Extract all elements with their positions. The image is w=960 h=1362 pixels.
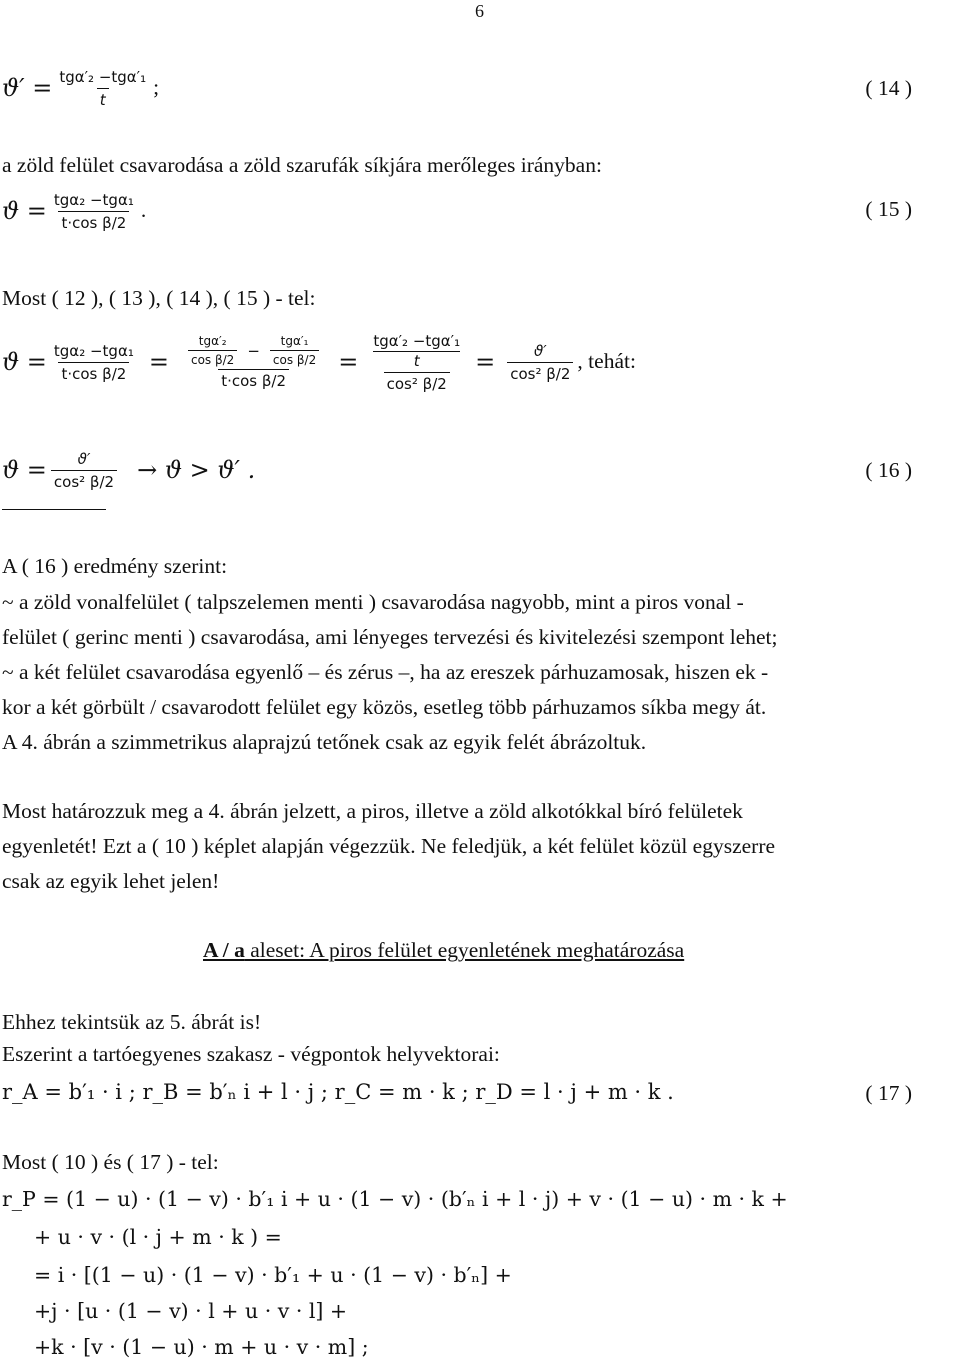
equation-16-label: ( 16 )	[865, 458, 912, 482]
eq16-denominator: cos² β/2	[51, 470, 117, 491]
chain-f2-inner-b	[270, 334, 319, 367]
paragraph-line: ~ a két felület csavarodása egyenlő – és zérus –, ha az ereszek párhuzamosak, hiszen ek -	[2, 660, 769, 684]
rp-line: r_P = (1 − u) · (1 − v) · b′₁ i + u · (1 − v) · (b′ₙ i + l · j) + v · (1 − u) · m · k +	[2, 1187, 788, 1211]
chain-fraction-4	[507, 342, 573, 383]
chain-f3-num	[370, 332, 463, 372]
chain-f1-den: t·cos β/2	[58, 362, 129, 383]
chain-f2-num	[181, 334, 326, 369]
paragraph-line: felület ( gerinc menti ) csavarodása, ami lényeges tervezési és kivitelezési szempont lehet;	[2, 625, 778, 649]
chain-f3-den: cos² β/2	[384, 372, 450, 393]
chain-f1-num: tgα₂ −tgα₁	[53, 341, 134, 360]
eq15-denominator: t·cos β/2	[58, 211, 129, 232]
equals-sign: =	[475, 348, 496, 376]
green-surface-sentence: a zöld felület csavarodása a zöld szarufák síkjára merőleges irányban:	[2, 153, 602, 177]
equation-16	[2, 440, 255, 500]
chain-f2-b: tgα′₁	[280, 334, 309, 348]
paragraph-line: egyenletét! Ezt a ( 10 ) képlet alapján végezzük. Ne feledjük, a két felület közül egyszerre	[2, 834, 776, 858]
equation-15	[2, 184, 146, 238]
rp-line: +j · [u · (1 − v) · l + u · v · l] +	[34, 1299, 348, 1323]
chain-f3-num-bottom: t	[413, 351, 420, 370]
eq14-denominator: t	[97, 88, 109, 109]
eq16-numerator: ϑ′	[77, 449, 91, 468]
eq16-lhs: ϑ =	[2, 456, 47, 484]
chain-lhs: ϑ =	[2, 348, 47, 376]
eq15-fraction	[51, 191, 137, 232]
chain-f2-a-den: cos β/2	[188, 350, 237, 367]
most-sentence: Most ( 12 ), ( 13 ), ( 14 ), ( 15 ) - tel:	[2, 286, 316, 310]
eq14-tail: ;	[153, 75, 160, 100]
chain-f2-b-den: cos β/2	[270, 350, 319, 367]
equation-chain	[2, 318, 636, 406]
ehhez-sentence: Ehhez tekintsük az 5. ábrát is!	[2, 1010, 262, 1034]
paragraph-line: A 4. ábrán a szimmetrikus alaprajzú tetőnek csak az egyik felét ábrázoltuk.	[2, 730, 647, 754]
rp-line: + u · v · (l · j + m · k ) =	[34, 1225, 282, 1249]
chain-f2-den: t·cos β/2	[218, 369, 289, 390]
chain-f4-den: cos² β/2	[507, 362, 573, 383]
eq14-lhs: ϑ′ =	[2, 74, 53, 102]
minus-sign: −	[247, 341, 260, 360]
equation-14-label: ( 14 )	[865, 76, 912, 100]
paragraph-line: Most határozzuk meg a 4. ábrán jelzett, a piros, illetve a zöld alkotókkal bíró felületek	[2, 799, 743, 823]
eq15-tail: .	[140, 198, 147, 223]
eq14-fraction	[56, 68, 149, 109]
chain-f4-num: ϑ′	[533, 341, 547, 360]
eq14-numerator: tgα′₂ −tgα′₁	[59, 67, 147, 86]
paragraph-line: kor a két görbült / csavarodott felület egy közös, esetleg több párhuzamos síkba megy át.	[2, 695, 767, 719]
heading-rest: aleset: A piros felület egyenletének meghatározása	[244, 938, 685, 962]
equation-15-label: ( 15 )	[865, 197, 912, 221]
chain-f2-a: tgα′₂	[198, 334, 227, 348]
chain-fraction-3	[370, 332, 463, 393]
chain-f3-num-top: tgα′₂ −tgα′₁	[373, 331, 461, 350]
equation-17: r_A = b′₁ · i ; r_B = b′ₙ i + l · j ; r_C = m · k ; r_D = l · j + m · k .	[2, 1080, 674, 1104]
paragraph-line: ~ a zöld vonalfelület ( talpszelemen menti ) csavarodása nagyobb, mint a piros vonal -	[2, 590, 744, 614]
page-number: 6	[475, 1, 484, 21]
chain-tail: , tehát:	[577, 349, 636, 374]
most2-sentence: Most ( 10 ) és ( 17 ) - tel:	[2, 1150, 219, 1174]
chain-fraction-2	[181, 334, 326, 390]
chain-f2-inner-a	[188, 334, 237, 367]
equation-17-label: ( 17 )	[865, 1081, 912, 1105]
eq15-lhs: ϑ =	[2, 197, 47, 225]
eq16-underline	[2, 509, 106, 510]
equals-sign: =	[338, 348, 359, 376]
eszerint-sentence: Eszerint a tartóegyenes szakasz - végpontok helyvektorai:	[2, 1042, 500, 1066]
equals-sign: =	[148, 348, 169, 376]
eq16-fraction	[51, 450, 117, 491]
equation-14	[2, 62, 159, 114]
paragraph-line: csak az egyik lehet jelen!	[2, 869, 220, 893]
heading-bold: A / a	[203, 938, 245, 962]
chain-fraction-1	[51, 342, 137, 383]
eq16-tail: → ϑ > ϑ′ .	[137, 456, 256, 484]
section-heading	[203, 940, 684, 962]
rp-line: = i · [(1 − u) · (1 − v) · b′₁ + u · (1 − v) · b′ₙ] +	[34, 1263, 512, 1287]
eq15-numerator: tgα₂ −tgα₁	[53, 190, 134, 209]
rp-line: +k · [v · (1 − u) · m + u · v · m] ;	[34, 1335, 369, 1359]
paragraph-line: A ( 16 ) eredmény szerint:	[2, 554, 228, 578]
